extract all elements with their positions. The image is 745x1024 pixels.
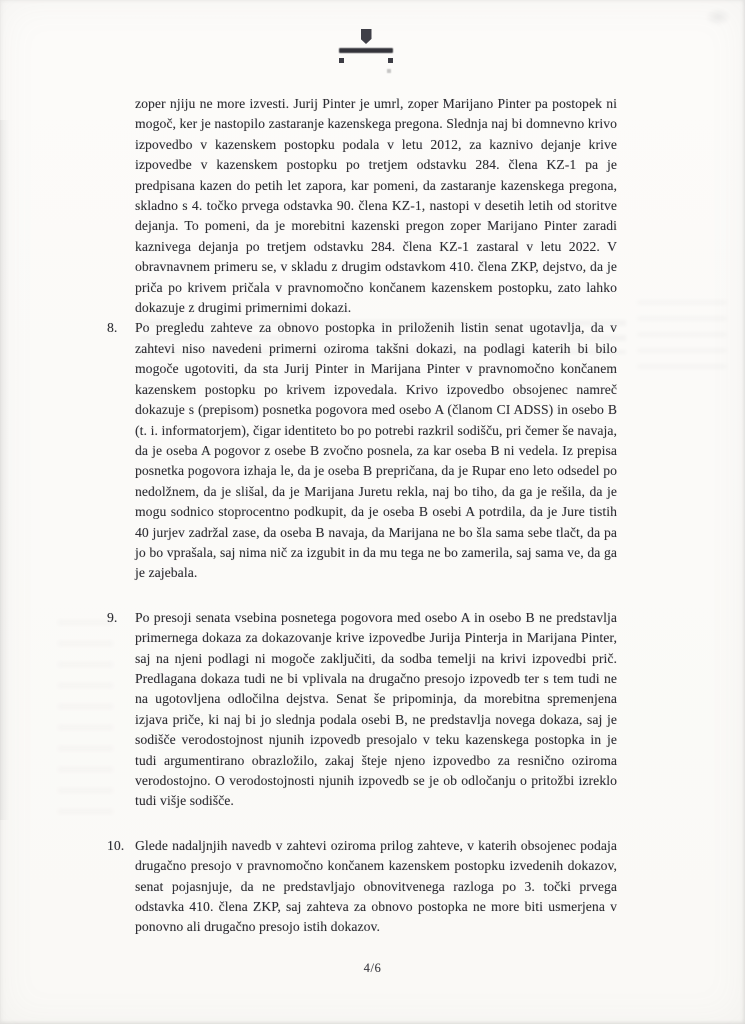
letterhead-dots bbox=[339, 58, 393, 63]
paragraph-9-text: Po presoji senata vsebina posnetega pogovora med osebo A in osebo B ne predstavlja primernega dokaza za dokazovanje krive izpovedbe Jurija Pinterja in Marijana Pinter, saj na njeni podlagi ni mogoče zaključiti, da sodba temelji na krivi izpovedbi prič. Predlagana dokaza tudi ne bi vplivala na drugačno presojo izpovedb ter s tem tudi ne na ugotovljena odločilna dejstva. Senat še pripominja, da morebitna spremenjena izjava priče, ki naj bi jo slednja podala osebi B, ne predstavlja novega dokaza, saj je sodišče verodostojnost njunih izpovedb presojalo v teku kazenskega postopka in je tudi argumentirano obrazložilo, zakaj šteje njeno izpovedbo za resnično oziroma verodostojno. O verodostojnosti njunih izpovedb se je ob odločanju o pritožbi izreklo tudi višje sodišče. bbox=[135, 609, 617, 809]
paragraph-8 bbox=[107, 318, 617, 583]
letterhead-microdot bbox=[387, 69, 391, 73]
scan-edge-shadow bbox=[0, 120, 10, 820]
bleed-through-artifact bbox=[58, 620, 113, 820]
page-number: 4/6 bbox=[363, 961, 382, 975]
coat-of-arms-shield-icon bbox=[361, 29, 372, 44]
letterhead-logo bbox=[339, 29, 393, 63]
paragraph-10-text: Glede nadaljnjih navedb v zahtevi oziroma prilog zahteve, v katerih obsojenec podaja drugačno presojo v pravnomočno končanem kazenskem postopku izvedenih dokazov, senat pojasnjuje, da ne predstavljajo obnovitvenega razloga po 3. točki prvega odstavka 410. člena ZKP, saj zahteva za obnovo postopka ne more biti usmerjena v ponovno ali drugačno presojo istih dokazov. bbox=[135, 837, 617, 935]
paragraph-10-number: 10. bbox=[107, 837, 125, 853]
letterhead-bar bbox=[339, 48, 393, 53]
letterhead-dot-left bbox=[339, 58, 344, 63]
letterhead-dot-right bbox=[388, 58, 393, 63]
paragraph-8-text: Po pregledu zahteve za obnovo postopka in priloženih listin senat ugotavlja, da v zahtevi niso navedeni primerni oziroma takšni dokazi, na podlagi katerih bi bilo mogoče ugotoviti, da sta Jurij Pinter in Marijana Pinter v pravnomočno končanem kazenskem postopku po krivem izpovedala. Krivo izpovedbo obsojenec namreč dokazuje s (prepisom) posnetka pogovora med osebo A (članom CI ADSS) in osebo B (t. i. informatorjem), čigar identiteto bo po potrebi razkril sodišču, pri čemer še navaja, da je oseba A pogovor z osebe B zvočno posnela, za kar oseba B ni vedela. Iz prepisa posnetka pogovora izhaja le, da je oseba B prepričana, da je Rupar eno leto odsedel po nedolžnem, da je slišal, da je Marijana Juretu rekla, naj bo tiho, da ga je rešila, da je mogu sodnico stoprocentno podkupit, da je oseba B osebi A potrdila, da je Jure tistih 40 jurjev zadržal zase, da oseba B navaja, da Marijana ne bo šla sama sebe tlačt, da pa jo bo vprašala, saj nima nič za izgubit in da mu tega ne bo zamerila, saj sama ve, da ga je zajebala. bbox=[135, 320, 617, 581]
intro-paragraph: zoper njiju ne more izvesti. Jurij Pinter je umrl, zoper Marijano Pinter pa postopek ni mogoč, ker je nastopilo zastaranje kazenskega pregona. Slednja naj bi domnevno krivo izpovedbo v kazenskem postopku podala v letu 2012, za kaznivo dejanje krive izpovedbe v kazenskem postopku po tretjem odstavku 284. člena KZ-1 pa je predpisana kazen do petih let zapora, kar pomeni, da zastaranje kazenskega pregona, skladno s 4. točko prvega odstavka 90. člena KZ-1, nastopi v desetih letih od storitve dejanja. To pomeni, da je morebitni kazenski pregon zoper Marijano Pinter zaradi kaznivega dejanja po tretjem odstavku 284. člena KZ-1 zastaral v letu 2022. V obravnavnem primeru se, v skladu z drugim odstavkom 410. člena ZKP, dejstvo, da je priča po krivem pričala v pravnomočno končanem kazenskem postopku, zato lahko dokazuje z drugimi primernimi dokazi. bbox=[135, 96, 617, 316]
document-body bbox=[107, 94, 617, 962]
paragraph-9 bbox=[107, 608, 617, 812]
paragraph-10 bbox=[107, 836, 617, 938]
paragraph-9-number: 9. bbox=[107, 609, 118, 625]
scan-smudge-artifact bbox=[705, 8, 731, 26]
paragraph-8-number: 8. bbox=[107, 320, 118, 336]
bleed-through-artifact bbox=[637, 300, 727, 380]
